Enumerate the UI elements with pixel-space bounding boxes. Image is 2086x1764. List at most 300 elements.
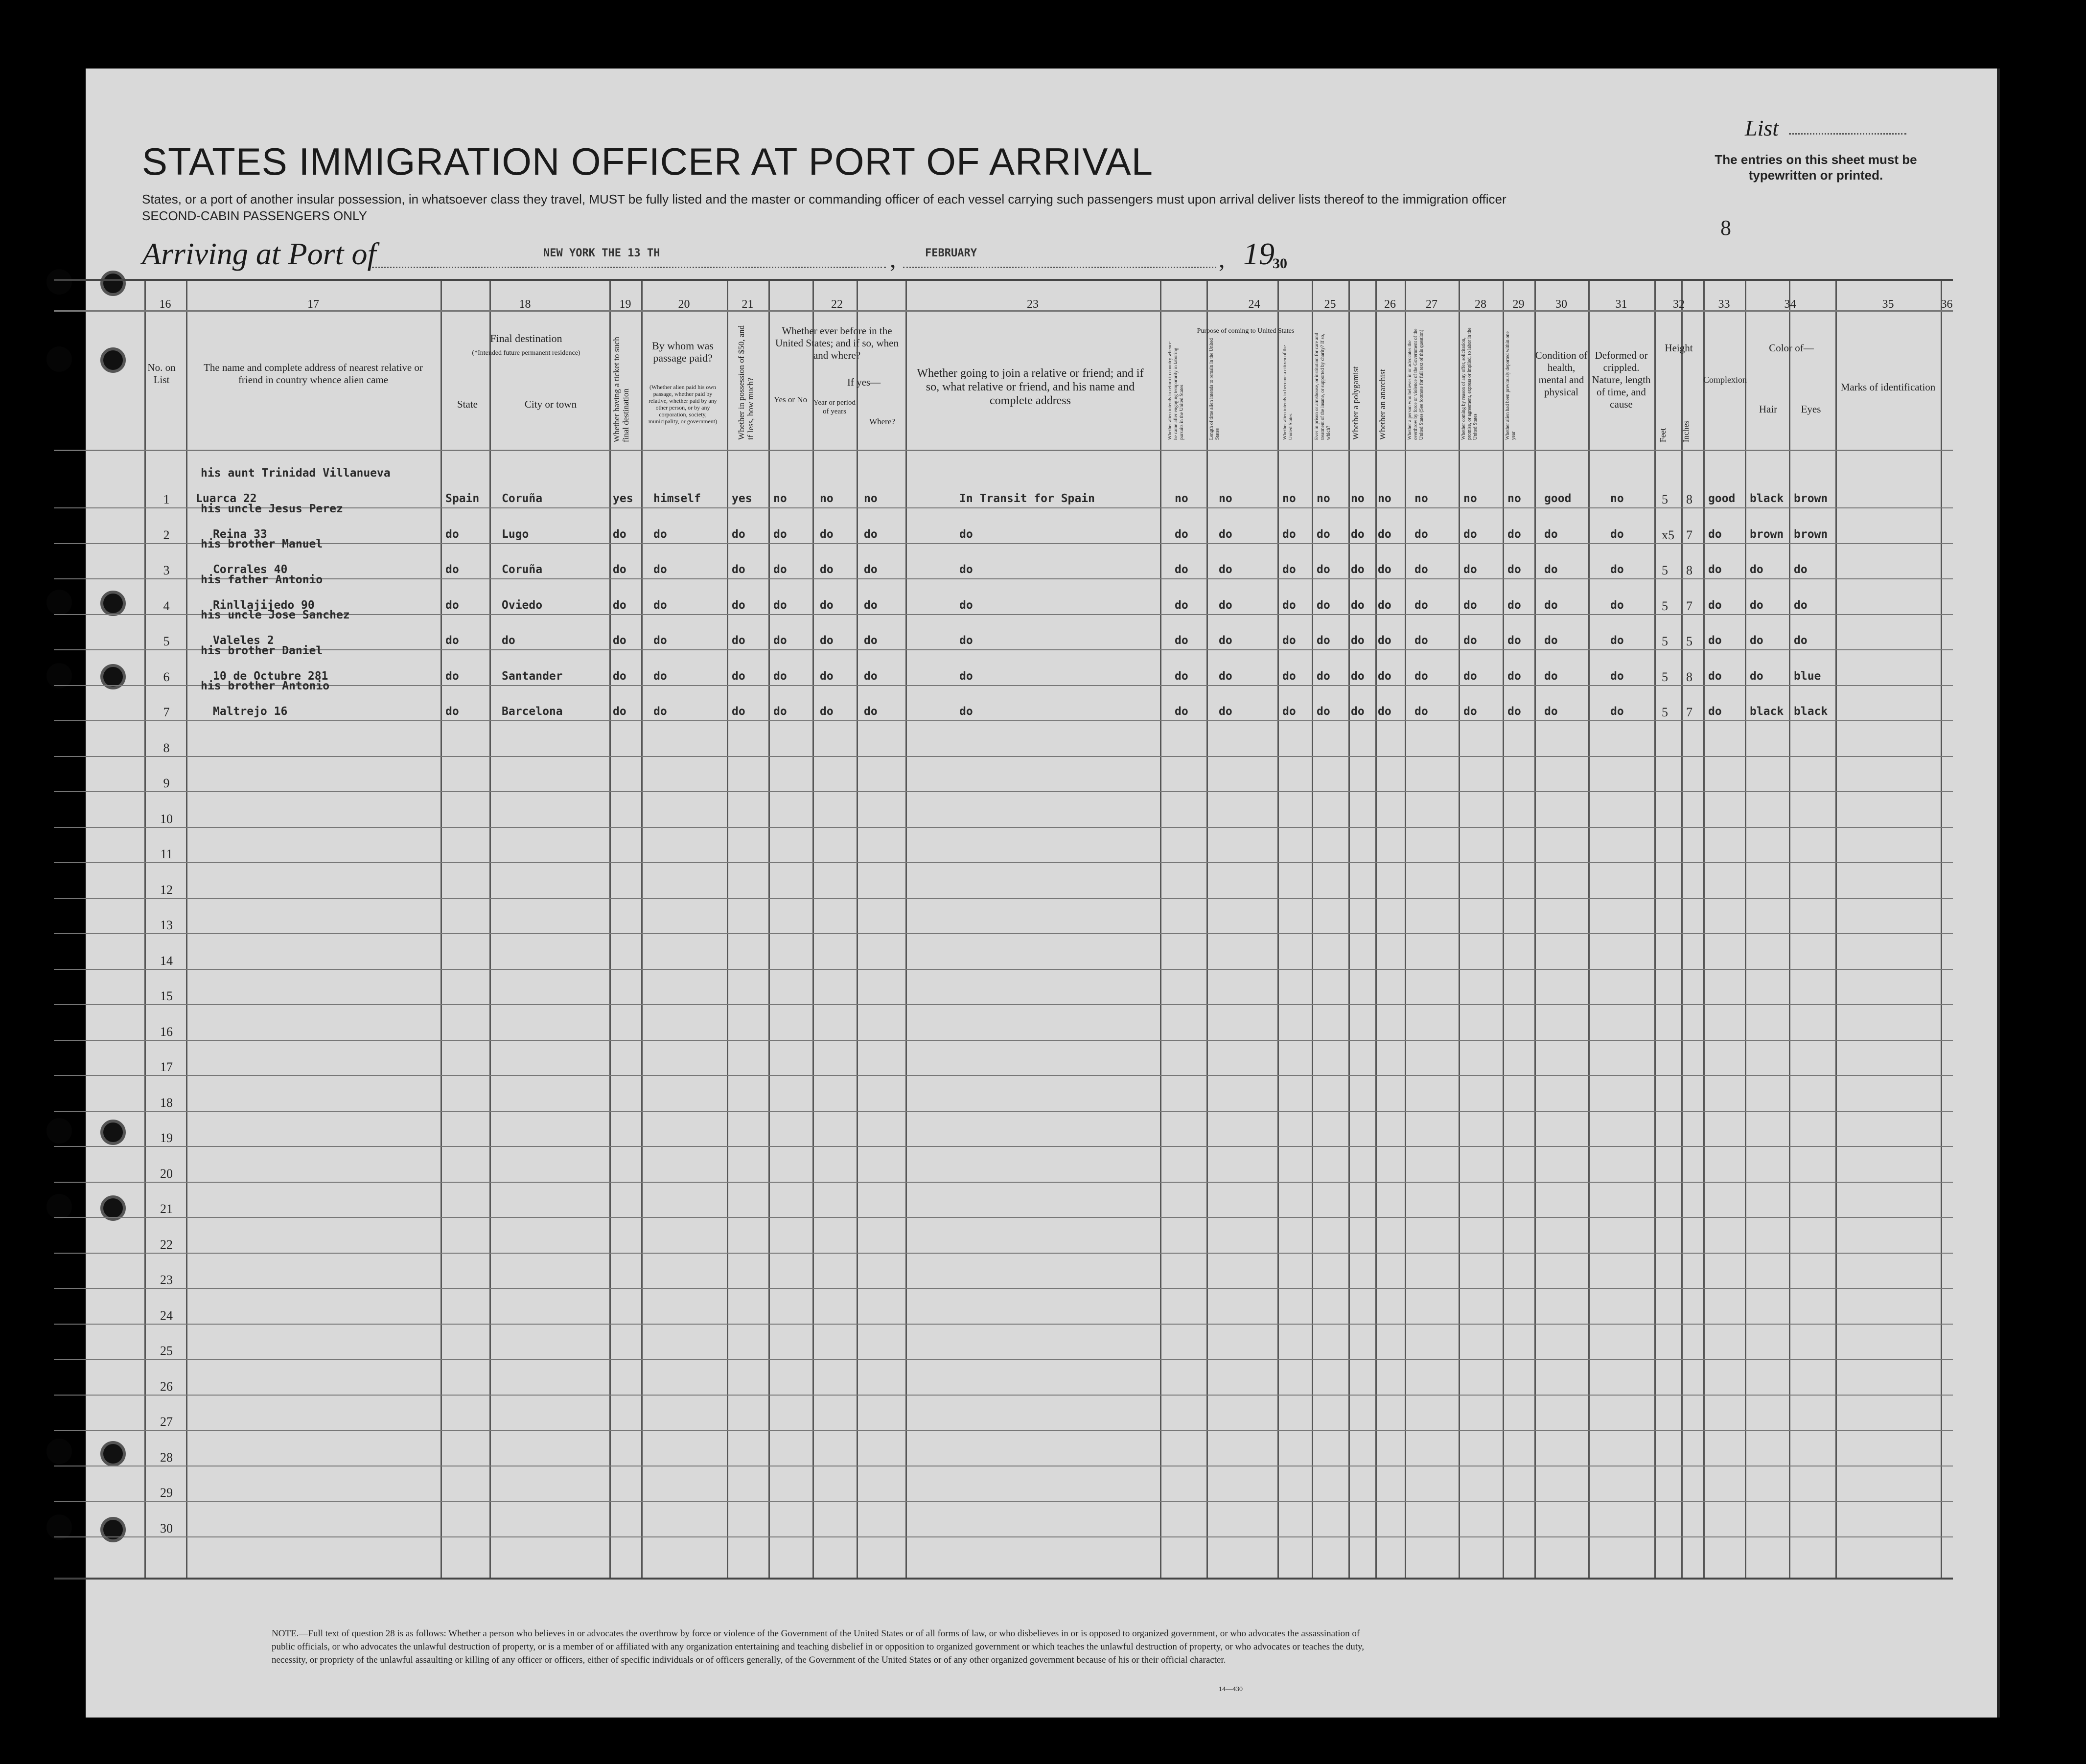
row-number: 25 [160, 1344, 173, 1358]
header-anarchist: Whether an anarchist [1378, 369, 1387, 440]
month-value: FEBRUARY [925, 247, 977, 259]
cell-c26: do [1351, 527, 1365, 541]
cell-eyes: black [1794, 705, 1828, 718]
row-rule [54, 1324, 1953, 1325]
cell-p-b: do [1219, 563, 1232, 576]
header-q30: Whether alien had been previously deported within one year [1505, 331, 1516, 440]
column-rule [905, 281, 907, 1578]
column-rule [1941, 281, 1942, 1578]
row-number: 9 [163, 776, 170, 790]
cell-deformed: do [1610, 527, 1624, 541]
row-number: 20 [160, 1166, 173, 1181]
cell-health: do [1544, 705, 1558, 718]
column-rule [768, 281, 770, 1578]
cell-money: do [732, 634, 745, 647]
column-number: 36 [1941, 298, 1953, 311]
cell-p-c: do [1282, 669, 1296, 683]
cell-feet: 5 [1662, 598, 1668, 613]
page-title: STATES IMMIGRATION OFFICER AT PORT OF ARRIVAL [142, 140, 1154, 183]
cell-join: do [959, 527, 973, 541]
row-rule [54, 1040, 1953, 1041]
cell-paid-by: do [653, 705, 667, 718]
column-rule [1503, 281, 1504, 1578]
cell-eyes: do [1794, 563, 1808, 576]
header-possession: Whether in possession of $50, and if less, how much? [737, 325, 755, 440]
row-number: 14 [160, 953, 173, 968]
cell-year: no [820, 492, 834, 505]
row-rule [54, 1288, 1953, 1289]
cell-c29: do [1463, 634, 1477, 647]
header-passage-paid: By whom was passage paid? [652, 340, 714, 364]
relative-address: Corrales 40 [213, 563, 288, 576]
cell-inches: 8 [1686, 563, 1692, 577]
row-number: 27 [160, 1415, 173, 1429]
row-rule [54, 649, 1953, 650]
cell-eyes: brown [1794, 492, 1828, 505]
relative-name: his brother Manuel [201, 538, 323, 550]
header-purpose-a: Whether alien intends to return to country whence he came after engaging temporarily in laboring pursuits in the United States [1167, 342, 1184, 440]
row-number: 4 [163, 598, 170, 613]
header-q28: Whether a person who believes in or advocates the overthrow by force or violence of the Government of the United States (See footnote for full text of this question) [1407, 328, 1424, 440]
header-before-us: Whether ever before in the United States; and if so, when and where? [775, 325, 899, 361]
relative-address: 10 de Octubre 281 [213, 669, 328, 683]
cell-p-b: do [1219, 705, 1232, 718]
row-rule [54, 1146, 1953, 1147]
cell-inches: 7 [1686, 598, 1692, 613]
column-number: 23 [1027, 298, 1039, 311]
cell-ticket: do [613, 527, 626, 541]
cell-health: do [1544, 563, 1558, 576]
cell-eyes: do [1794, 598, 1808, 612]
column-rule [1348, 281, 1350, 1578]
cell-where: do [864, 598, 878, 612]
column-number: 16 [159, 298, 171, 311]
cell-deformed: do [1610, 563, 1624, 576]
row-rule [54, 1253, 1953, 1254]
cell-complexion: do [1708, 669, 1722, 683]
column-rule [1654, 281, 1656, 1578]
cell-hair: do [1750, 598, 1763, 612]
header-purpose-b: Length of time alien intends to remain in the United States [1209, 338, 1220, 440]
cell-c28: do [1414, 527, 1428, 541]
relative-address: Maltrejo 16 [213, 705, 288, 718]
cell-state: do [445, 669, 459, 683]
cell-join: do [959, 598, 973, 612]
cell-c30: do [1507, 598, 1521, 612]
cell-inches: 8 [1686, 669, 1692, 684]
year-prefix: 19 [1243, 236, 1275, 271]
column-number: 35 [1882, 298, 1894, 311]
column-rule [1534, 281, 1536, 1578]
header-state: State [457, 398, 478, 410]
page-number: 8 [1720, 216, 1731, 240]
column-number: 20 [678, 298, 690, 311]
manifest-table [54, 279, 1953, 1580]
relative-address: Valeles 2 [213, 634, 274, 647]
row-number: 29 [160, 1486, 173, 1500]
cell-city: Lugo [502, 527, 529, 541]
header-complexion: Complexion [1703, 375, 1747, 385]
relative-name: his father Antonio [201, 573, 323, 586]
cell-p-b: do [1219, 598, 1232, 612]
cell-c30: do [1507, 705, 1521, 718]
list-line [1789, 133, 1906, 135]
cell-money: do [732, 527, 745, 541]
cell-city: do [502, 634, 515, 647]
row-rule [54, 933, 1953, 934]
cell-where: do [864, 563, 878, 576]
row-rule [54, 862, 1953, 863]
cell-c28: do [1414, 669, 1428, 683]
header-final-destination: Final destination [490, 332, 562, 344]
header-ticket: Whether having a ticket to such final destination [612, 337, 630, 442]
header-final-destination-sub: (*Intended future permanent residence) [472, 349, 580, 357]
form-number: 14—430 [1219, 1686, 1243, 1693]
cell-hair: do [1750, 563, 1763, 576]
cell-c29: do [1463, 563, 1477, 576]
cell-c27: no [1378, 492, 1391, 505]
cell-p-a: do [1175, 634, 1188, 647]
row-rule [54, 969, 1953, 970]
relative-name: his brother Antonio [201, 680, 330, 692]
cell-c26: do [1351, 598, 1365, 612]
cell-eyes: blue [1794, 669, 1821, 683]
column-rule [812, 281, 814, 1578]
cell-paid-by: himself [653, 492, 701, 505]
cell-c29: no [1463, 492, 1477, 505]
column-number: 32 [1673, 298, 1685, 311]
header-deformed: Deformed or crippled. Nature, length of time, and cause [1592, 349, 1651, 410]
row-number: 18 [160, 1095, 173, 1110]
cell-city: Santander [502, 669, 563, 683]
cell-yes-no: do [773, 563, 787, 576]
cell-where: do [864, 705, 878, 718]
cell-c27: do [1378, 669, 1391, 683]
column-number: 22 [831, 298, 843, 311]
cell-c25: do [1317, 634, 1330, 647]
cell-health: do [1544, 527, 1558, 541]
column-rule [857, 281, 858, 1578]
column-rule [1160, 281, 1161, 1578]
cell-c30: no [1507, 492, 1521, 505]
relative-name: his aunt Trinidad Villanueva [201, 467, 391, 480]
row-number: 11 [160, 847, 173, 861]
column-rule [1703, 281, 1705, 1578]
footnote: NOTE.—Full text of question 28 is as follows: Whether a person who believes in or advocates the overthrow by force or violence of the Government of the United States or of all forms of law, or who disbelieves in or is opposed to organized government, or who advocates the assassination of public officials, or who advocates the unlawful destruction of property, or is a member of or affiliated with any organization entertaining and teaching disbelief in or opposition to organized government or which teaches the unlawful destruction of property, or who advocates or teaches the duty, necessity, or propriety of the unlawful assaulting or killing of any officer or officers, either of specific individuals or of officers generally, of the Government of the United States or of any other organized government because of his or their official character. [272, 1628, 1365, 1665]
column-rule [1405, 281, 1406, 1578]
row-number: 7 [163, 705, 170, 719]
header-city: City or town [524, 398, 577, 410]
relative-address: Rinllajijedo 90 [213, 598, 315, 612]
column-rule [1459, 281, 1460, 1578]
row-rule [54, 756, 1953, 757]
cell-yes-no: no [773, 492, 787, 505]
cell-ticket: do [613, 634, 626, 647]
relative-address: Luarca 22 [196, 492, 257, 505]
row-number: 16 [160, 1024, 173, 1039]
relative-address: Reina 33 [213, 527, 267, 541]
row-number: 24 [160, 1308, 173, 1323]
cell-hair: black [1750, 705, 1784, 718]
column-number: 18 [519, 298, 531, 311]
cell-ticket: yes [613, 492, 633, 505]
header-polygamist: Whether a polygamist [1351, 366, 1360, 440]
row-rule [54, 1395, 1953, 1396]
cell-money: do [732, 705, 745, 718]
cell-p-c: do [1282, 705, 1296, 718]
column-number: 21 [742, 298, 754, 311]
cell-complexion: good [1708, 492, 1736, 505]
header-join-relative: Whether going to join a relative or friend; and if so, what relative or friend, and his name and complete address [917, 367, 1144, 407]
cell-c25: do [1317, 705, 1330, 718]
cell-city: Coruña [502, 563, 543, 576]
cell-year: do [820, 669, 834, 683]
column-rule [1277, 281, 1279, 1578]
row-number: 23 [160, 1273, 173, 1287]
cell-health: do [1544, 669, 1558, 683]
cell-c25: no [1317, 492, 1330, 505]
cell-inches: 8 [1686, 492, 1692, 506]
cell-p-c: no [1282, 492, 1296, 505]
cell-c26: do [1351, 634, 1365, 647]
column-number: 30 [1555, 298, 1567, 311]
cell-state: Spain [445, 492, 480, 505]
column-rule [1745, 281, 1746, 1578]
cell-c26: no [1351, 492, 1365, 505]
cell-hair: do [1750, 669, 1763, 683]
cell-c29: do [1463, 705, 1477, 718]
cell-hair: do [1750, 634, 1763, 647]
cell-complexion: do [1708, 598, 1722, 612]
cell-feet: 5 [1662, 669, 1668, 684]
cell-c30: do [1507, 634, 1521, 647]
header-color-of: Color of— [1769, 342, 1814, 354]
cell-where: no [864, 492, 878, 505]
column-rule [1375, 281, 1377, 1578]
cell-paid-by: do [653, 563, 667, 576]
row-number: 8 [163, 740, 170, 755]
column-rule [1206, 281, 1208, 1578]
header-purpose: Purpose of coming to United States [1197, 327, 1295, 335]
row-number: 17 [160, 1060, 173, 1074]
cell-yes-no: do [773, 527, 787, 541]
cell-year: do [820, 634, 834, 647]
header-inches: Inches [1681, 420, 1691, 442]
cell-eyes: brown [1794, 527, 1828, 541]
cell-health: do [1544, 598, 1558, 612]
row-number: 1 [163, 492, 170, 506]
cell-deformed: do [1610, 705, 1624, 718]
entries-note: The entries on this sheet must be typewritten or printed. [1715, 152, 1917, 183]
row-number: 6 [163, 669, 170, 684]
column-rule [609, 281, 611, 1578]
cell-p-a: do [1175, 527, 1188, 541]
cell-c28: do [1414, 563, 1428, 576]
cell-state: do [445, 563, 459, 576]
cell-deformed: do [1610, 634, 1624, 647]
column-rule [1681, 281, 1683, 1578]
header-health: Condition of health, mental and physical [1535, 349, 1588, 398]
cell-c25: do [1317, 527, 1330, 541]
cell-hair: black [1750, 492, 1784, 505]
header-passage-paid-sub: (Whether alien paid his own passage, whether paid by relative, whether paid by any other person, or by any corporation, society, municipality, or government) [648, 384, 718, 425]
cell-deformed: do [1610, 669, 1624, 683]
cell-c30: do [1507, 527, 1521, 541]
row-rule [54, 578, 1953, 579]
cell-c27: do [1378, 598, 1391, 612]
cell-p-c: do [1282, 527, 1296, 541]
cell-feet: 5 [1662, 634, 1668, 648]
cell-p-b: do [1219, 634, 1232, 647]
header-marks: Marks of identification [1840, 381, 1936, 393]
row-rule [54, 827, 1953, 828]
row-rule [54, 1075, 1953, 1076]
cell-year: do [820, 563, 834, 576]
cell-c27: do [1378, 563, 1391, 576]
row-rule [54, 898, 1953, 899]
cell-join: In Transit for Spain [959, 492, 1095, 505]
column-rule [1789, 281, 1790, 1578]
cell-money: yes [732, 492, 752, 505]
cell-p-c: do [1282, 598, 1296, 612]
row-rule [54, 1217, 1953, 1218]
column-rule [641, 281, 643, 1578]
row-rule [54, 1501, 1953, 1502]
cell-c27: do [1378, 634, 1391, 647]
cell-p-c: do [1282, 563, 1296, 576]
list-label: List [1745, 115, 1779, 140]
row-number: 3 [163, 563, 170, 577]
cell-c25: do [1317, 598, 1330, 612]
cell-eyes: do [1794, 634, 1808, 647]
column-number: 25 [1324, 298, 1336, 311]
cell-ticket: do [613, 598, 626, 612]
cell-ticket: do [613, 669, 626, 683]
row-number: 19 [160, 1131, 173, 1145]
header-q29: Whether coming by reason of any offer, solicitation, promise, or agreement, express or implied, to labor in the United States [1461, 327, 1478, 440]
row-number: 12 [160, 882, 173, 897]
month-line [903, 267, 1216, 268]
cell-inches: 7 [1686, 705, 1692, 719]
year-suffix: 30 [1273, 255, 1287, 272]
second-cabin-label: SECOND-CABIN PASSENGERS ONLY [142, 208, 367, 223]
cell-inches: 7 [1686, 527, 1692, 542]
header-feet: Feet [1658, 428, 1668, 442]
column-number: 24 [1248, 298, 1260, 311]
header-prison: Ever in prison or almshouse, or institution for care and treatment of the insane, or supported by charity? If so, which? [1314, 333, 1331, 440]
header-purpose-c: Whether alien intends to become a citizen of the United States [1282, 345, 1294, 440]
row-rule [54, 791, 1953, 792]
cell-complexion: do [1708, 527, 1722, 541]
cell-health: do [1544, 634, 1558, 647]
row-number: 21 [160, 1202, 173, 1216]
row-number: 5 [163, 634, 170, 648]
cell-complexion: do [1708, 634, 1722, 647]
cell-feet: 5 [1662, 563, 1668, 577]
column-rule [440, 281, 442, 1578]
cell-money: do [732, 669, 745, 683]
cell-p-a: no [1175, 492, 1188, 505]
row-number: 22 [160, 1237, 173, 1252]
row-rule [54, 543, 1953, 544]
cell-p-a: do [1175, 705, 1188, 718]
column-rule [489, 281, 491, 1578]
column-number: 31 [1615, 298, 1627, 311]
cell-paid-by: do [653, 634, 667, 647]
cell-inches: 5 [1686, 634, 1692, 648]
cell-c26: do [1351, 669, 1365, 683]
column-rule [727, 281, 728, 1578]
cell-health: good [1544, 492, 1572, 505]
cell-year: do [820, 598, 834, 612]
port-line [372, 267, 886, 268]
cell-join: do [959, 669, 973, 683]
cell-yes-no: do [773, 634, 787, 647]
cell-paid-by: do [653, 598, 667, 612]
cell-c25: do [1317, 563, 1330, 576]
cell-yes-no: do [773, 705, 787, 718]
column-number: 17 [307, 298, 319, 311]
row-number: 26 [160, 1379, 173, 1394]
instructions [142, 191, 1620, 224]
row-rule [54, 1004, 1953, 1005]
row-rule [54, 720, 1953, 721]
instructions-text: States, or a port of another insular possession, in whatsoever class they travel, MUST be fully listed and the master or commanding officer of each vessel carrying such passengers must upon arrival deliver lists thereof to the immigration officer [142, 192, 1507, 206]
cell-c28: do [1414, 634, 1428, 647]
row-rule [54, 1111, 1953, 1112]
cell-city: Oviedo [502, 598, 543, 612]
cell-feet: x5 [1662, 527, 1674, 542]
header-rule [54, 450, 1953, 451]
relative-name: his uncle Jesus Perez [201, 502, 343, 515]
cell-where: do [864, 669, 878, 683]
column-number: 29 [1512, 298, 1525, 311]
cell-c26: do [1351, 563, 1365, 576]
cell-c28: do [1414, 598, 1428, 612]
cell-complexion: do [1708, 563, 1722, 576]
column-number: 34 [1784, 298, 1796, 311]
cell-join: do [959, 634, 973, 647]
cell-c29: do [1463, 527, 1477, 541]
header-if-yes: If yes— [847, 376, 881, 388]
column-number: 19 [619, 298, 631, 311]
cell-state: do [445, 634, 459, 647]
row-rule [54, 1359, 1953, 1360]
cell-ticket: do [613, 563, 626, 576]
header-nearest-relative: The name and complete address of nearest relative or friend in country whence alien came [204, 362, 423, 386]
column-number: 28 [1475, 298, 1486, 311]
cell-money: do [732, 598, 745, 612]
cell-p-b: do [1219, 669, 1232, 683]
cell-ticket: do [613, 705, 626, 718]
cell-feet: 5 [1662, 492, 1668, 506]
row-number: 28 [160, 1450, 173, 1465]
cell-c28: no [1414, 492, 1428, 505]
relative-name: his uncle Jose Sanchez [201, 609, 350, 621]
cell-where: do [864, 634, 878, 647]
header-no-on-list: No. on List [147, 362, 176, 386]
column-number: 26 [1384, 298, 1396, 311]
header-eyes: Eyes [1801, 403, 1821, 415]
row-number: 30 [160, 1521, 173, 1535]
row-number: 2 [163, 527, 170, 542]
cell-city: Barcelona [502, 705, 563, 718]
header-height: Height [1665, 342, 1693, 354]
cell-yes-no: do [773, 598, 787, 612]
cell-state: do [445, 705, 459, 718]
column-number: 33 [1718, 298, 1730, 311]
cell-p-b: do [1219, 527, 1232, 541]
